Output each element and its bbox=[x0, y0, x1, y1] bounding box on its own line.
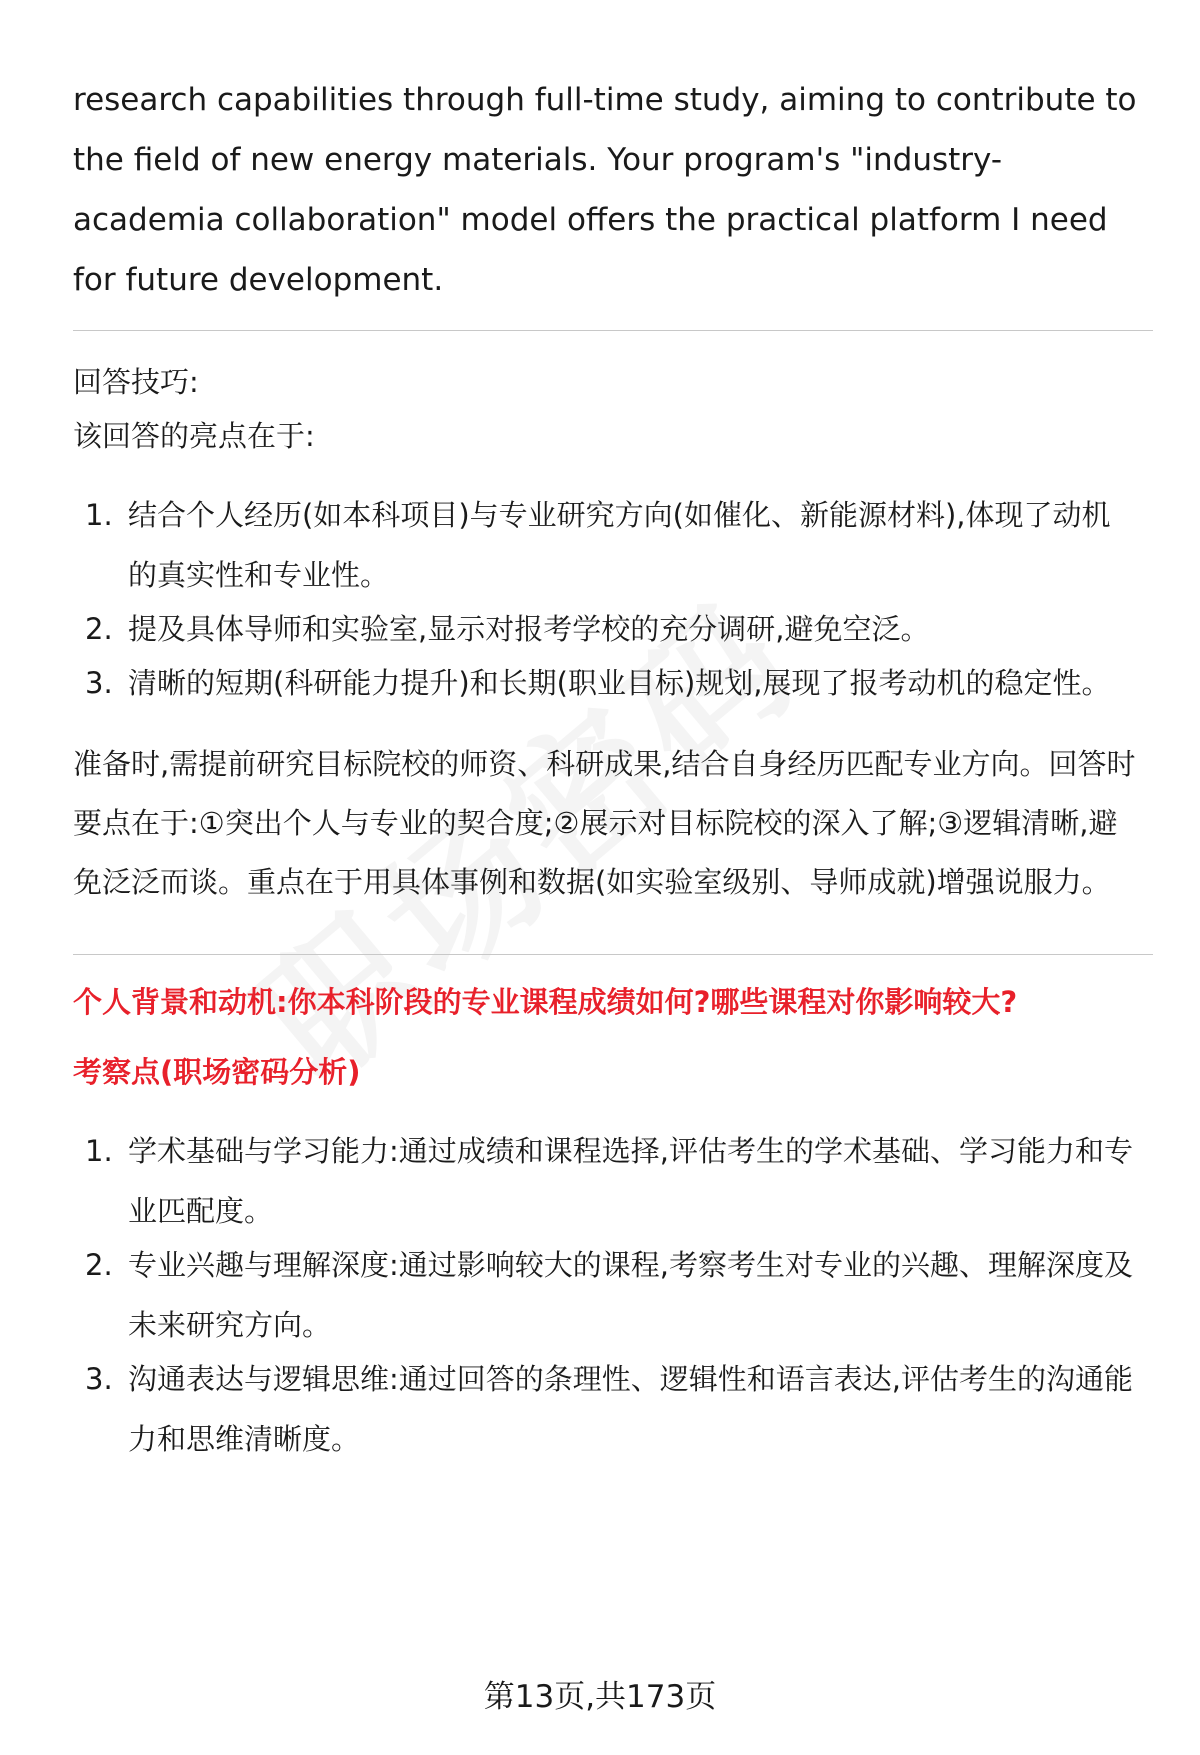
list-item bbox=[73, 653, 1133, 713]
list-item-number: 2. bbox=[85, 1248, 113, 1282]
list-item bbox=[73, 1121, 1133, 1241]
question-title: 个人背景和动机:你本科阶段的专业课程成绩如何?哪些课程对你影响较大? bbox=[73, 985, 1018, 1019]
list-item bbox=[73, 1235, 1133, 1355]
page-content bbox=[73, 70, 1153, 1469]
tips-subheading: 该回答的亮点在于: bbox=[73, 419, 315, 453]
page-number-footer: 第13页,共173页 bbox=[483, 1679, 717, 1715]
list-item-text: 清晰的短期(科研能力提升)和长期(职业目标)规划,展现了报考动机的稳定性。 bbox=[128, 666, 1111, 700]
list-item-number: 3. bbox=[85, 1362, 113, 1396]
list-item-number: 1. bbox=[85, 1134, 113, 1168]
list-item-text: 专业兴趣与理解深度:通过影响较大的课程,考察考生对专业的兴趣、理解深度及未来研究方向。 bbox=[128, 1248, 1133, 1342]
list-item bbox=[73, 485, 1133, 605]
list-item-number: 1. bbox=[85, 498, 113, 532]
points-list bbox=[73, 1121, 1133, 1469]
points-heading: 考察点(职场密码分析) bbox=[73, 1055, 361, 1089]
list-item-text: 提及具体导师和实验室,显示对报考学校的充分调研,避免空泛。 bbox=[128, 612, 930, 646]
section-divider bbox=[73, 954, 1153, 955]
list-item-number: 3. bbox=[85, 666, 113, 700]
list-item-text: 沟通表达与逻辑思维:通过回答的条理性、逻辑性和语言表达,评估考生的沟通能力和思维清晰度。 bbox=[128, 1362, 1133, 1456]
prep-paragraph: 准备时,需提前研究目标院校的师资、科研成果,结合自身经历匹配专业方向。回答时要点在于:①突出个人与专业的契合度;②展示对目标院校的深入了解;③逻辑清晰,避免泛泛而谈。重点在于用具体事例和数据(如实验室级别、导师成就)增强说服力。 bbox=[73, 747, 1136, 899]
section-divider bbox=[73, 330, 1153, 331]
list-item-number: 2. bbox=[85, 612, 113, 646]
list-item-text: 结合个人经历(如本科项目)与专业研究方向(如催化、新能源材料),体现了动机的真实性和专业性。 bbox=[128, 498, 1111, 592]
list-item bbox=[73, 599, 1133, 659]
list-item bbox=[73, 1349, 1133, 1469]
tips-heading: 回答技巧: bbox=[73, 365, 199, 399]
tips-list bbox=[73, 485, 1133, 713]
intro-paragraph: research capabilities through full-time study, aiming to contribute to the field of new energy materials. Your program's "industry-academia collaboration" model offers the practical platform I need for future development. bbox=[73, 82, 1137, 298]
list-item-text: 学术基础与学习能力:通过成绩和课程选择,评估考生的学术基础、学习能力和专业匹配度。 bbox=[128, 1134, 1133, 1228]
